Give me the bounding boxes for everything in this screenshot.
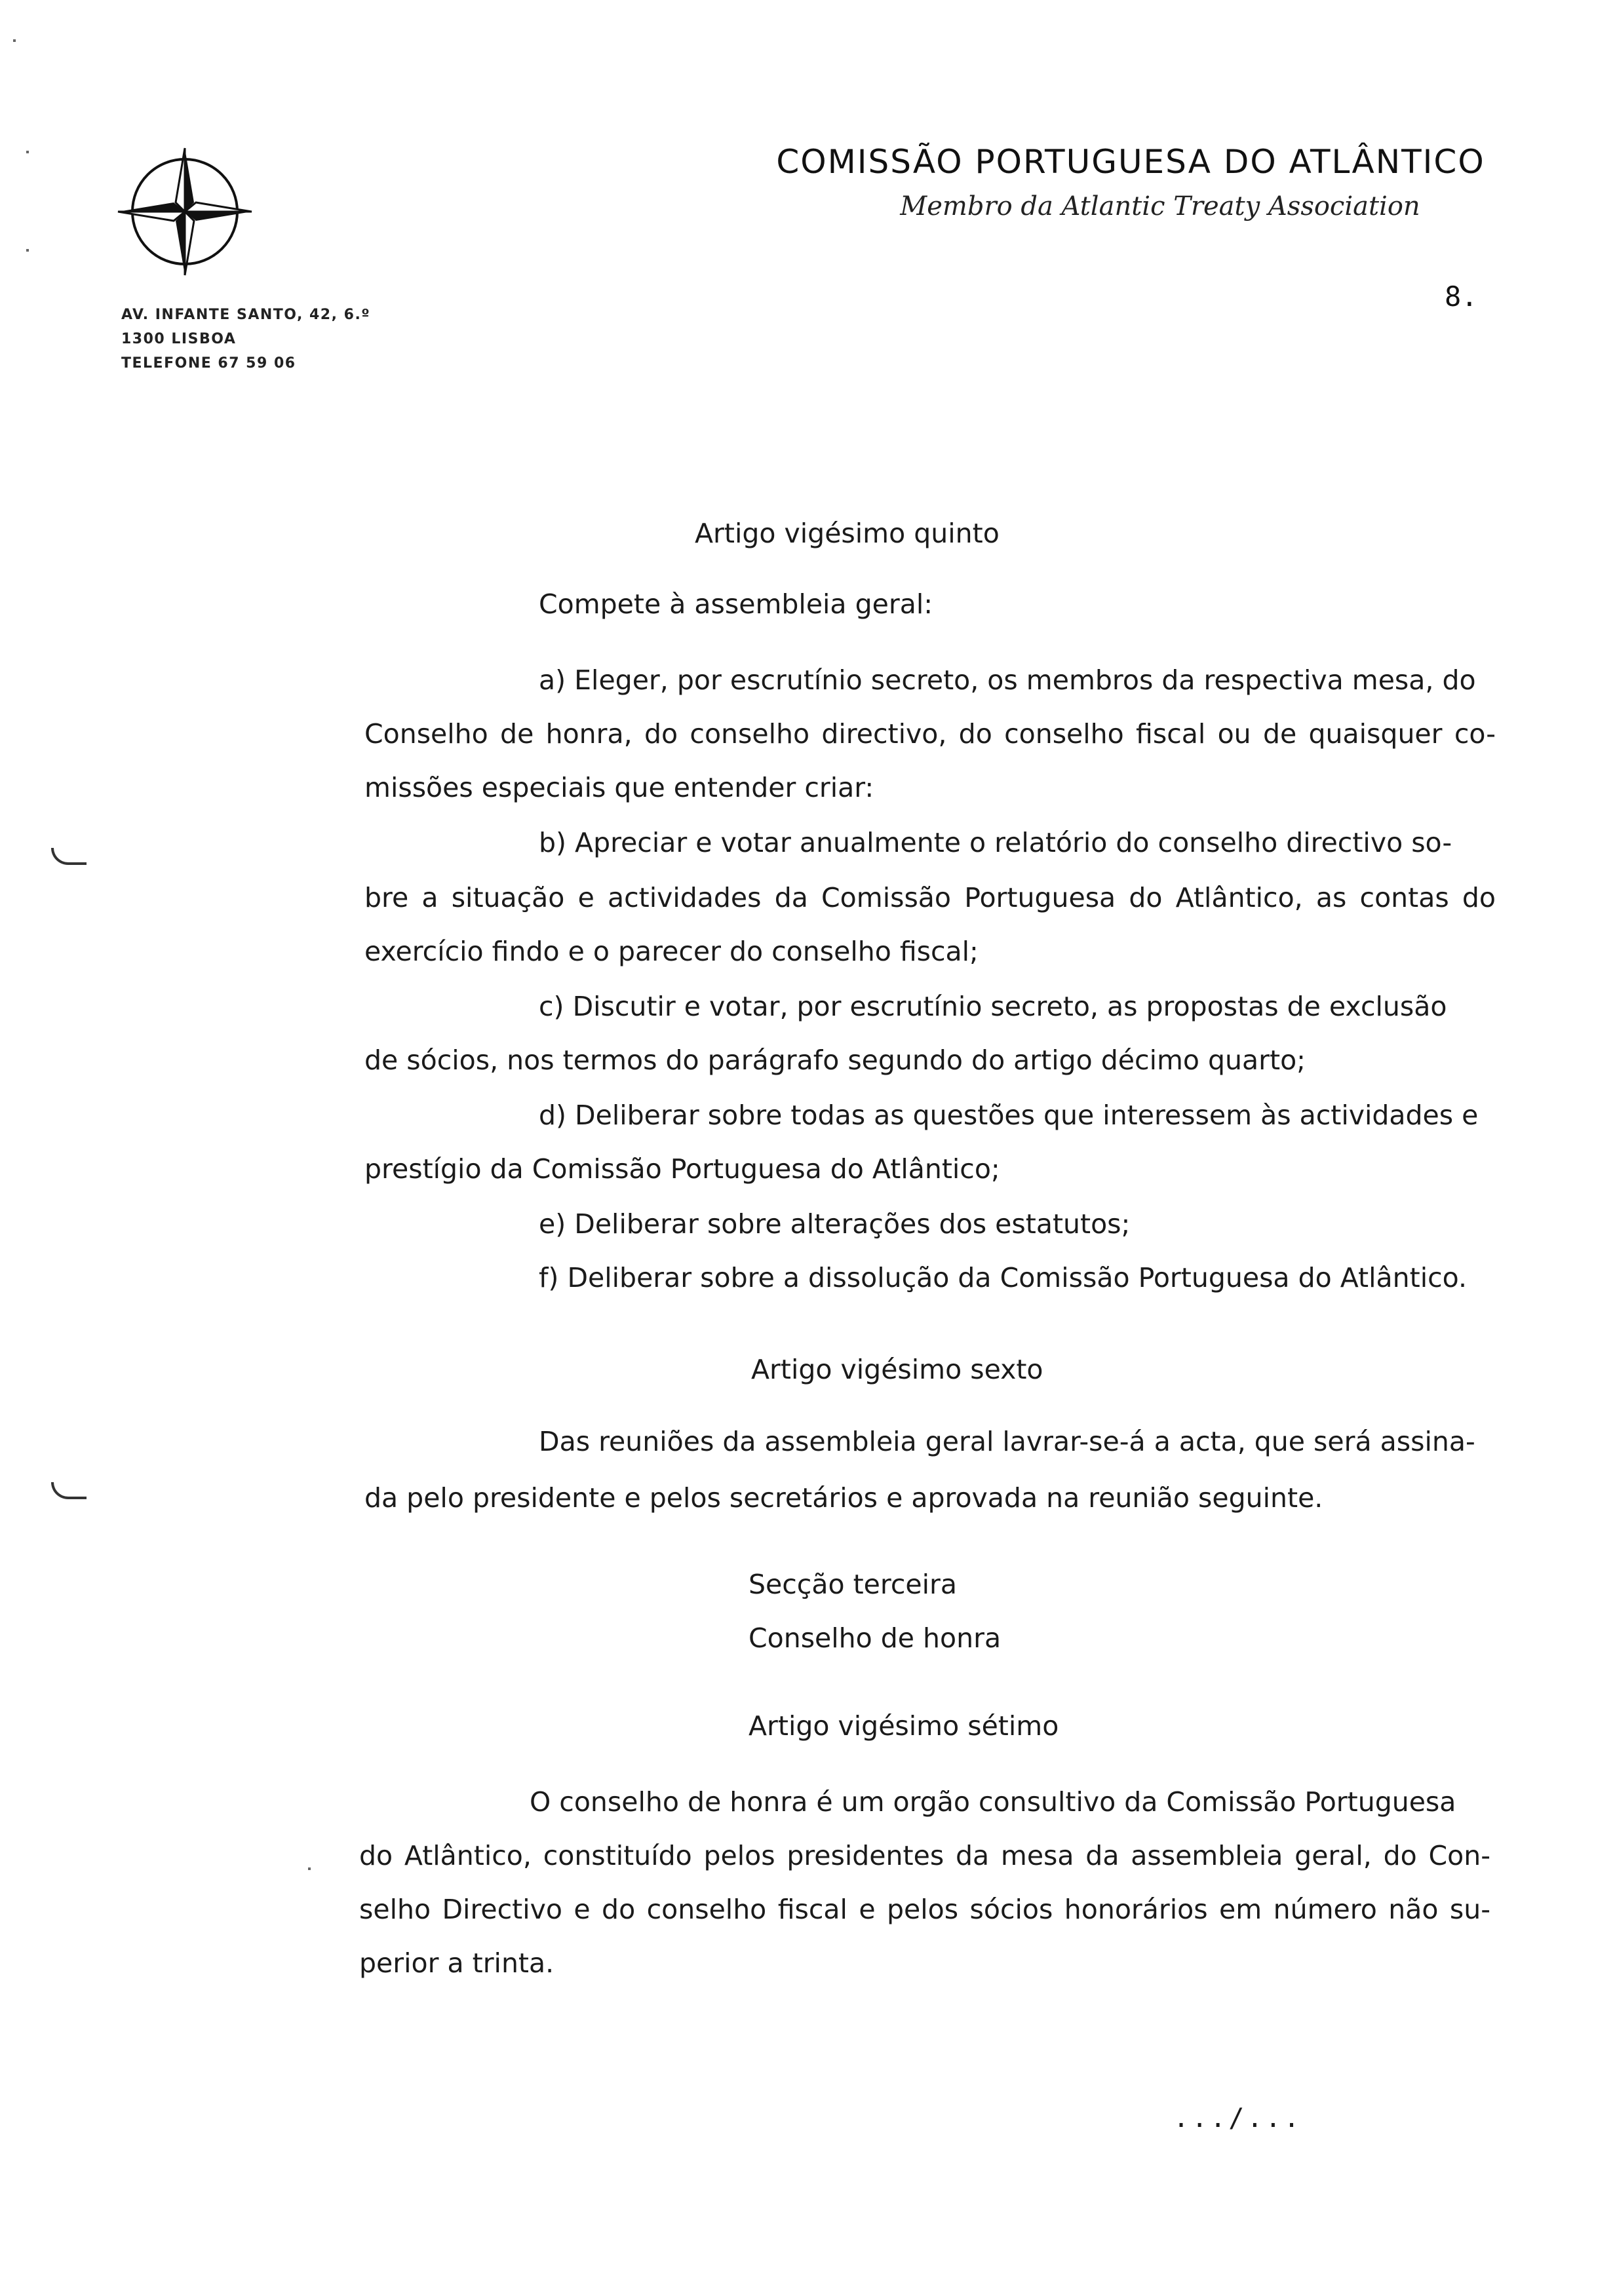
- article-25-line: Conselho de honra, do conselho directivo, do conselho fiscal ou de quaisquer co-: [364, 718, 1496, 750]
- section-3-heading: Secção terceira: [749, 1569, 957, 1600]
- article-25-line: de sócios, nos termos do parágrafo segundo do artigo décimo quarto;: [364, 1044, 1306, 1076]
- article-26-line: Das reuniões da assembleia geral lavrar-se-á a acta, que será assina-: [539, 1426, 1475, 1457]
- article-25-line: missões especiais que entender criar:: [364, 772, 874, 803]
- organization-name: COMISSÃO PORTUGUESA DO ATLÂNTICO: [776, 143, 1485, 181]
- scan-mark: [51, 1482, 87, 1499]
- address-phone: TELEFONE 67 59 06: [121, 355, 296, 372]
- article-25-line: prestígio da Comissão Portuguesa do Atlântico;: [364, 1153, 1000, 1185]
- article-26-heading: Artigo vigésimo sexto: [751, 1354, 1043, 1385]
- article-27-line: selho Directivo e do conselho fiscal e pelos sócios honorários em número não su-: [359, 1894, 1490, 1925]
- continuation-mark: .../...: [1173, 2103, 1302, 2133]
- scan-mark: [51, 848, 87, 865]
- article-25-line: f) Deliberar sobre a dissolução da Comissão Portuguesa do Atlântico.: [539, 1262, 1468, 1293]
- article-25-intro: Compete à assembleia geral:: [539, 588, 933, 620]
- article-27-line: O conselho de honra é um orgão consultivo da Comissão Portuguesa: [530, 1786, 1456, 1818]
- compass-rose-icon: [113, 143, 257, 280]
- article-25-line: exercício findo e o parecer do conselho fiscal;: [364, 936, 979, 967]
- article-27-line: do Atlântico, constituído pelos presidentes da mesa da assembleia geral, do Con-: [359, 1840, 1490, 1871]
- organization-subtitle: Membro da Atlantic Treaty Association: [900, 191, 1420, 221]
- article-25-line: bre a situação e actividades da Comissão Portuguesa do Atlântico, as contas do: [364, 882, 1496, 913]
- article-25-line: b) Apreciar e votar anualmente o relatório do conselho directivo so-: [539, 827, 1452, 858]
- scan-dot: [308, 1867, 311, 1870]
- article-26-line: da pelo presidente e pelos secretários e aprovada na reunião seguinte.: [364, 1482, 1323, 1514]
- article-25-line: a) Eleger, por escrutínio secreto, os membros da respectiva mesa, do: [539, 664, 1476, 696]
- article-27-line: perior a trinta.: [359, 1947, 555, 1979]
- section-3-subheading: Conselho de honra: [749, 1622, 1002, 1654]
- article-25-line: d) Deliberar sobre todas as questões que interessem às actividades e: [539, 1100, 1479, 1131]
- address-street: AV. INFANTE SANTO, 42, 6.º: [121, 307, 371, 323]
- page-number: 8.: [1445, 280, 1478, 313]
- letterhead-address: [121, 303, 370, 375]
- scan-dot: [26, 151, 29, 153]
- address-city: 1300 LISBOA: [121, 331, 237, 347]
- article-25-line: c) Discutir e votar, por escrutínio secreto, as propostas de exclusão: [539, 991, 1447, 1022]
- article-27-heading: Artigo vigésimo sétimo: [749, 1710, 1059, 1742]
- article-25-heading: Artigo vigésimo quinto: [695, 518, 1000, 549]
- scan-dot: [26, 249, 29, 252]
- scan-dot: [13, 39, 16, 42]
- article-25-line: e) Deliberar sobre alterações dos estatutos;: [539, 1208, 1131, 1240]
